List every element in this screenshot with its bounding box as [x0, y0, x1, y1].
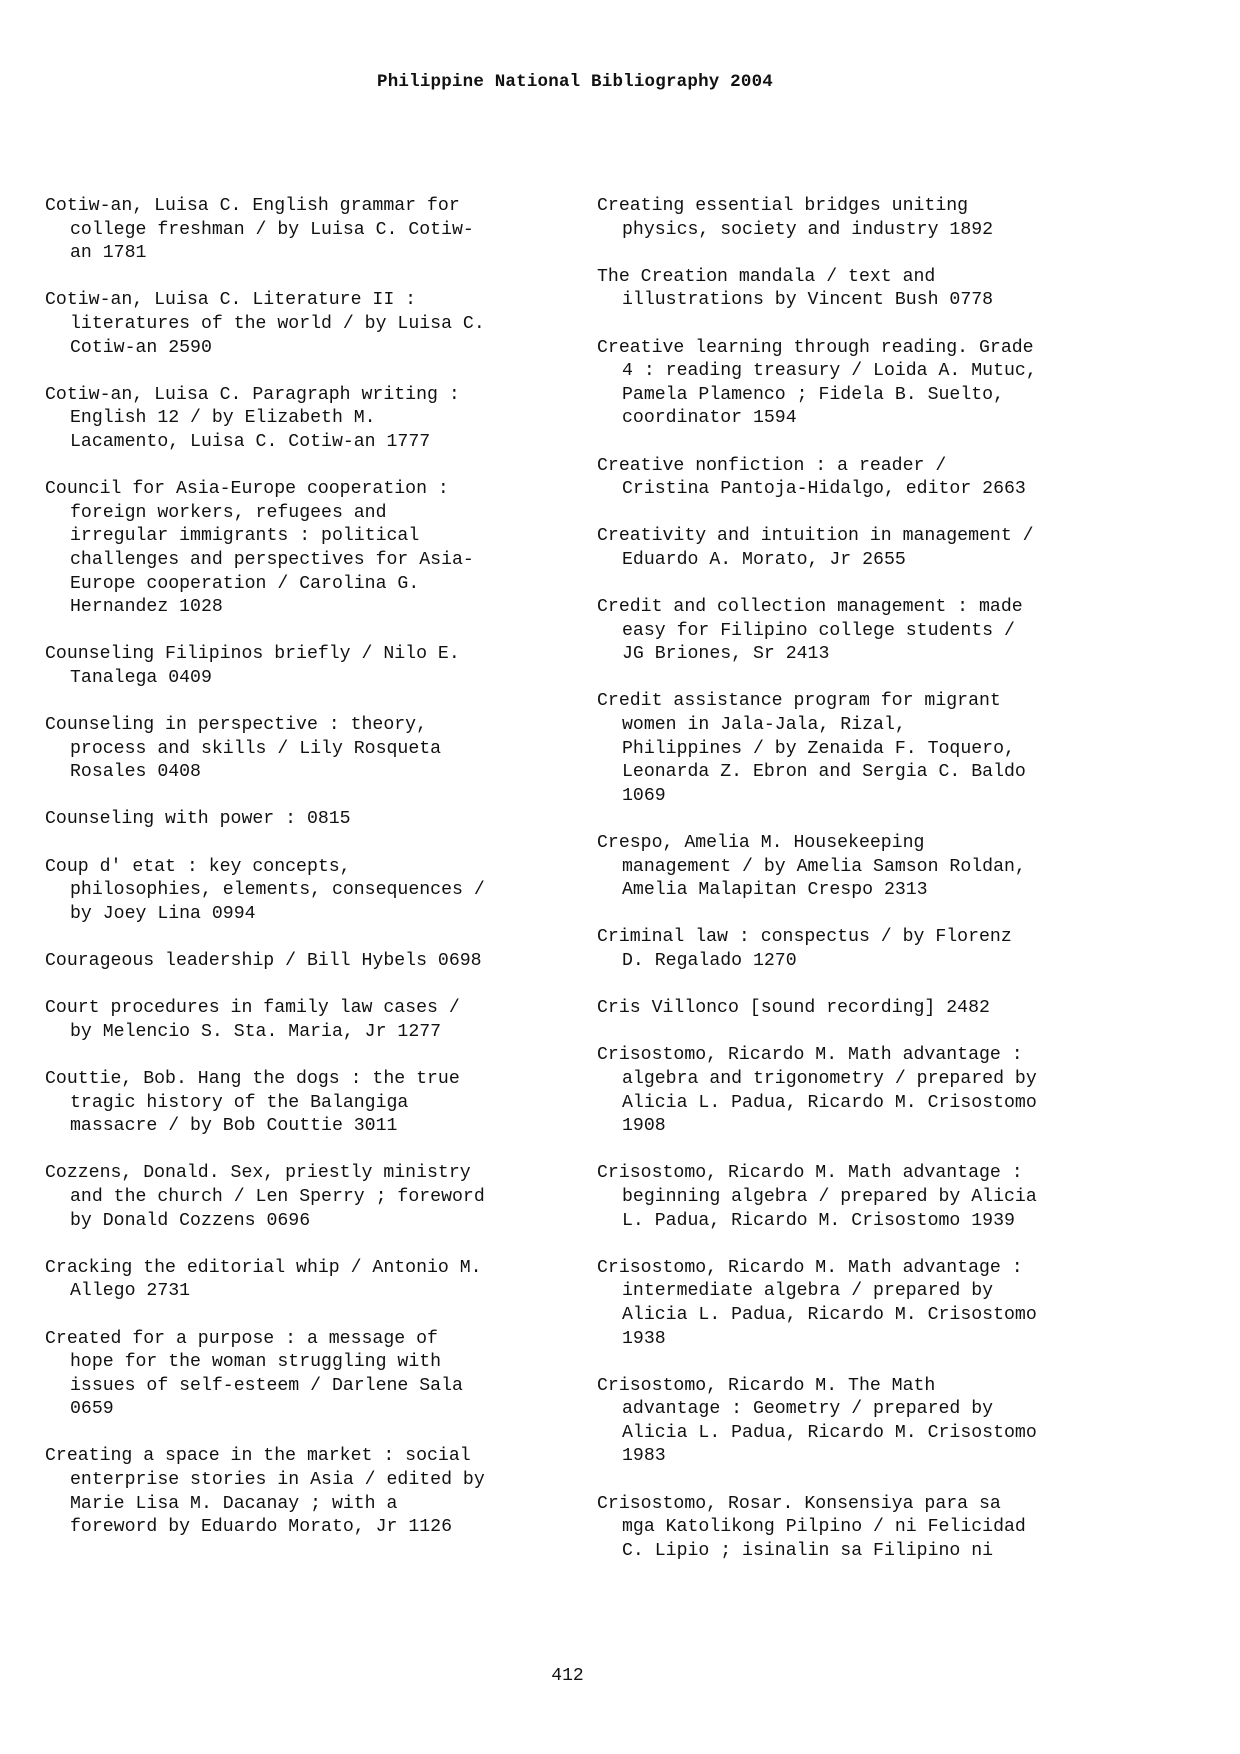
bibliography-entry: Counseling in perspective : theory, process and skills / Lily Rosqueta Rosales 0408	[45, 715, 442, 783]
bibliography-entry: Crisostomo, Ricardo M. The Math advantage : Geometry / prepared by Alicia L. Padua, Ricardo M. Crisostomo 1983	[597, 1375, 1037, 1467]
bibliography-entry: Crisostomo, Ricardo M. Math advantage : algebra and trigonometry / prepared by Alicia L. Padua, Ricardo M. Crisostomo 1908	[597, 1045, 1037, 1137]
page-title: Philippine National Bibliography 2004	[377, 72, 773, 92]
bibliography-entry: Cozzens, Donald. Sex, priestly ministry and the church / Len Sperry ; foreword by Donald Cozzens 0696	[45, 1163, 485, 1231]
bibliography-entry: Cotiw-an, Luisa C. Literature II : literatures of the world / by Luisa C. Cotiw-an 2590	[45, 290, 485, 358]
bibliography-entry: Crisostomo, Rosar. Konsensiya para sa mga Katolikong Pilpino / ni Felicidad C. Lipio ; isinalin sa Filipino ni	[597, 1493, 1026, 1561]
bibliography-entry: Creativity and intuition in management / Eduardo A. Morato, Jr 2655	[597, 526, 1034, 570]
bibliography-entry: Courageous leadership / Bill Hybels 0698	[45, 951, 482, 971]
bibliography-entry: Cotiw-an, Luisa C. Paragraph writing : English 12 / by Elizabeth M. Lacamento, Luisa C. Cotiw-an 1777	[45, 384, 460, 452]
bibliography-entry: Created for a purpose : a message of hope for the woman struggling with issues of self-esteem / Darlene Sala 0659	[45, 1328, 463, 1420]
bibliography-entry: Crisostomo, Ricardo M. Math advantage : beginning algebra / prepared by Alicia L. Padua, Ricardo M. Crisostomo 1939	[597, 1163, 1037, 1231]
bibliography-entry: Cotiw-an, Luisa C. English grammar for college freshman / by Luisa C. Cotiw- an 1781	[45, 196, 474, 264]
left-column	[45, 195, 585, 1563]
bibliography-entry: Cracking the editorial whip / Antonio M. Allego 2731	[45, 1257, 482, 1302]
bibliography-entry: Counseling with power : 0815	[45, 809, 351, 830]
bibliography-entry: Creating a space in the market : social enterprise stories in Asia / edited by Marie Lisa M. Dacanay ; with a foreword by Eduardo Morato, Jr 1126	[45, 1446, 485, 1538]
bibliography-entry: Creating essential bridges uniting physics, society and industry 1892	[597, 196, 994, 240]
bibliography-entry: Creative learning through reading. Grade 4 : reading treasury / Loida A. Mutuc, Pamela Plamenco ; Fidela B. Suelto, coordinator 1594	[597, 337, 1037, 429]
bibliography-entry: Crespo, Amelia M. Housekeeping management / by Amelia Samson Roldan, Amelia Malapitan Crespo 2313	[597, 833, 1026, 901]
bibliography-entry: Coup d' etat : key concepts, philosophies, elements, consequences / by Joey Lina 0994	[45, 856, 485, 924]
right-column	[597, 195, 1137, 1587]
bibliography-entry: The Creation mandala / text and illustrations by Vincent Bush 0778	[597, 266, 994, 311]
bibliography-entry: Credit and collection management : made easy for Filipino college students / JG Briones, Sr 2413	[597, 597, 1023, 665]
bibliography-entry: Counseling Filipinos briefly / Nilo E. Tanalega 0409	[45, 644, 460, 688]
bibliography-entry: Cris Villonco [sound recording] 2482	[597, 998, 990, 1019]
bibliography-entry: Criminal law : conspectus / by Florenz D. Regalado 1270	[597, 927, 1012, 971]
page-number: 412	[551, 1666, 584, 1686]
bibliography-entry: Creative nonfiction : a reader / Cristina Pantoja-Hidalgo, editor 2663	[597, 455, 1026, 500]
bibliography-entry: Court procedures in family law cases / by Melencio S. Sta. Maria, Jr 1277	[45, 998, 460, 1042]
bibliography-entry: Couttie, Bob. Hang the dogs : the true tragic history of the Balangiga massacre / by Bob Couttie 3011	[45, 1068, 460, 1137]
bibliography-entry: Crisostomo, Ricardo M. Math advantage : intermediate algebra / prepared by Alicia L. Padua, Ricardo M. Crisostomo 1938	[597, 1257, 1037, 1349]
bibliography-entry: Council for Asia-Europe cooperation : foreign workers, refugees and irregular immigrants : political challenges and perspectives for Asia- Europe cooperation / Carolina G. Hernandez 1028	[45, 479, 474, 618]
bibliography-entry: Credit assistance program for migrant women in Jala-Jala, Rizal, Philippines / by Zenaida F. Toquero, Leonarda Z. Ebron and Sergia C. Baldo 1069	[597, 691, 1026, 806]
